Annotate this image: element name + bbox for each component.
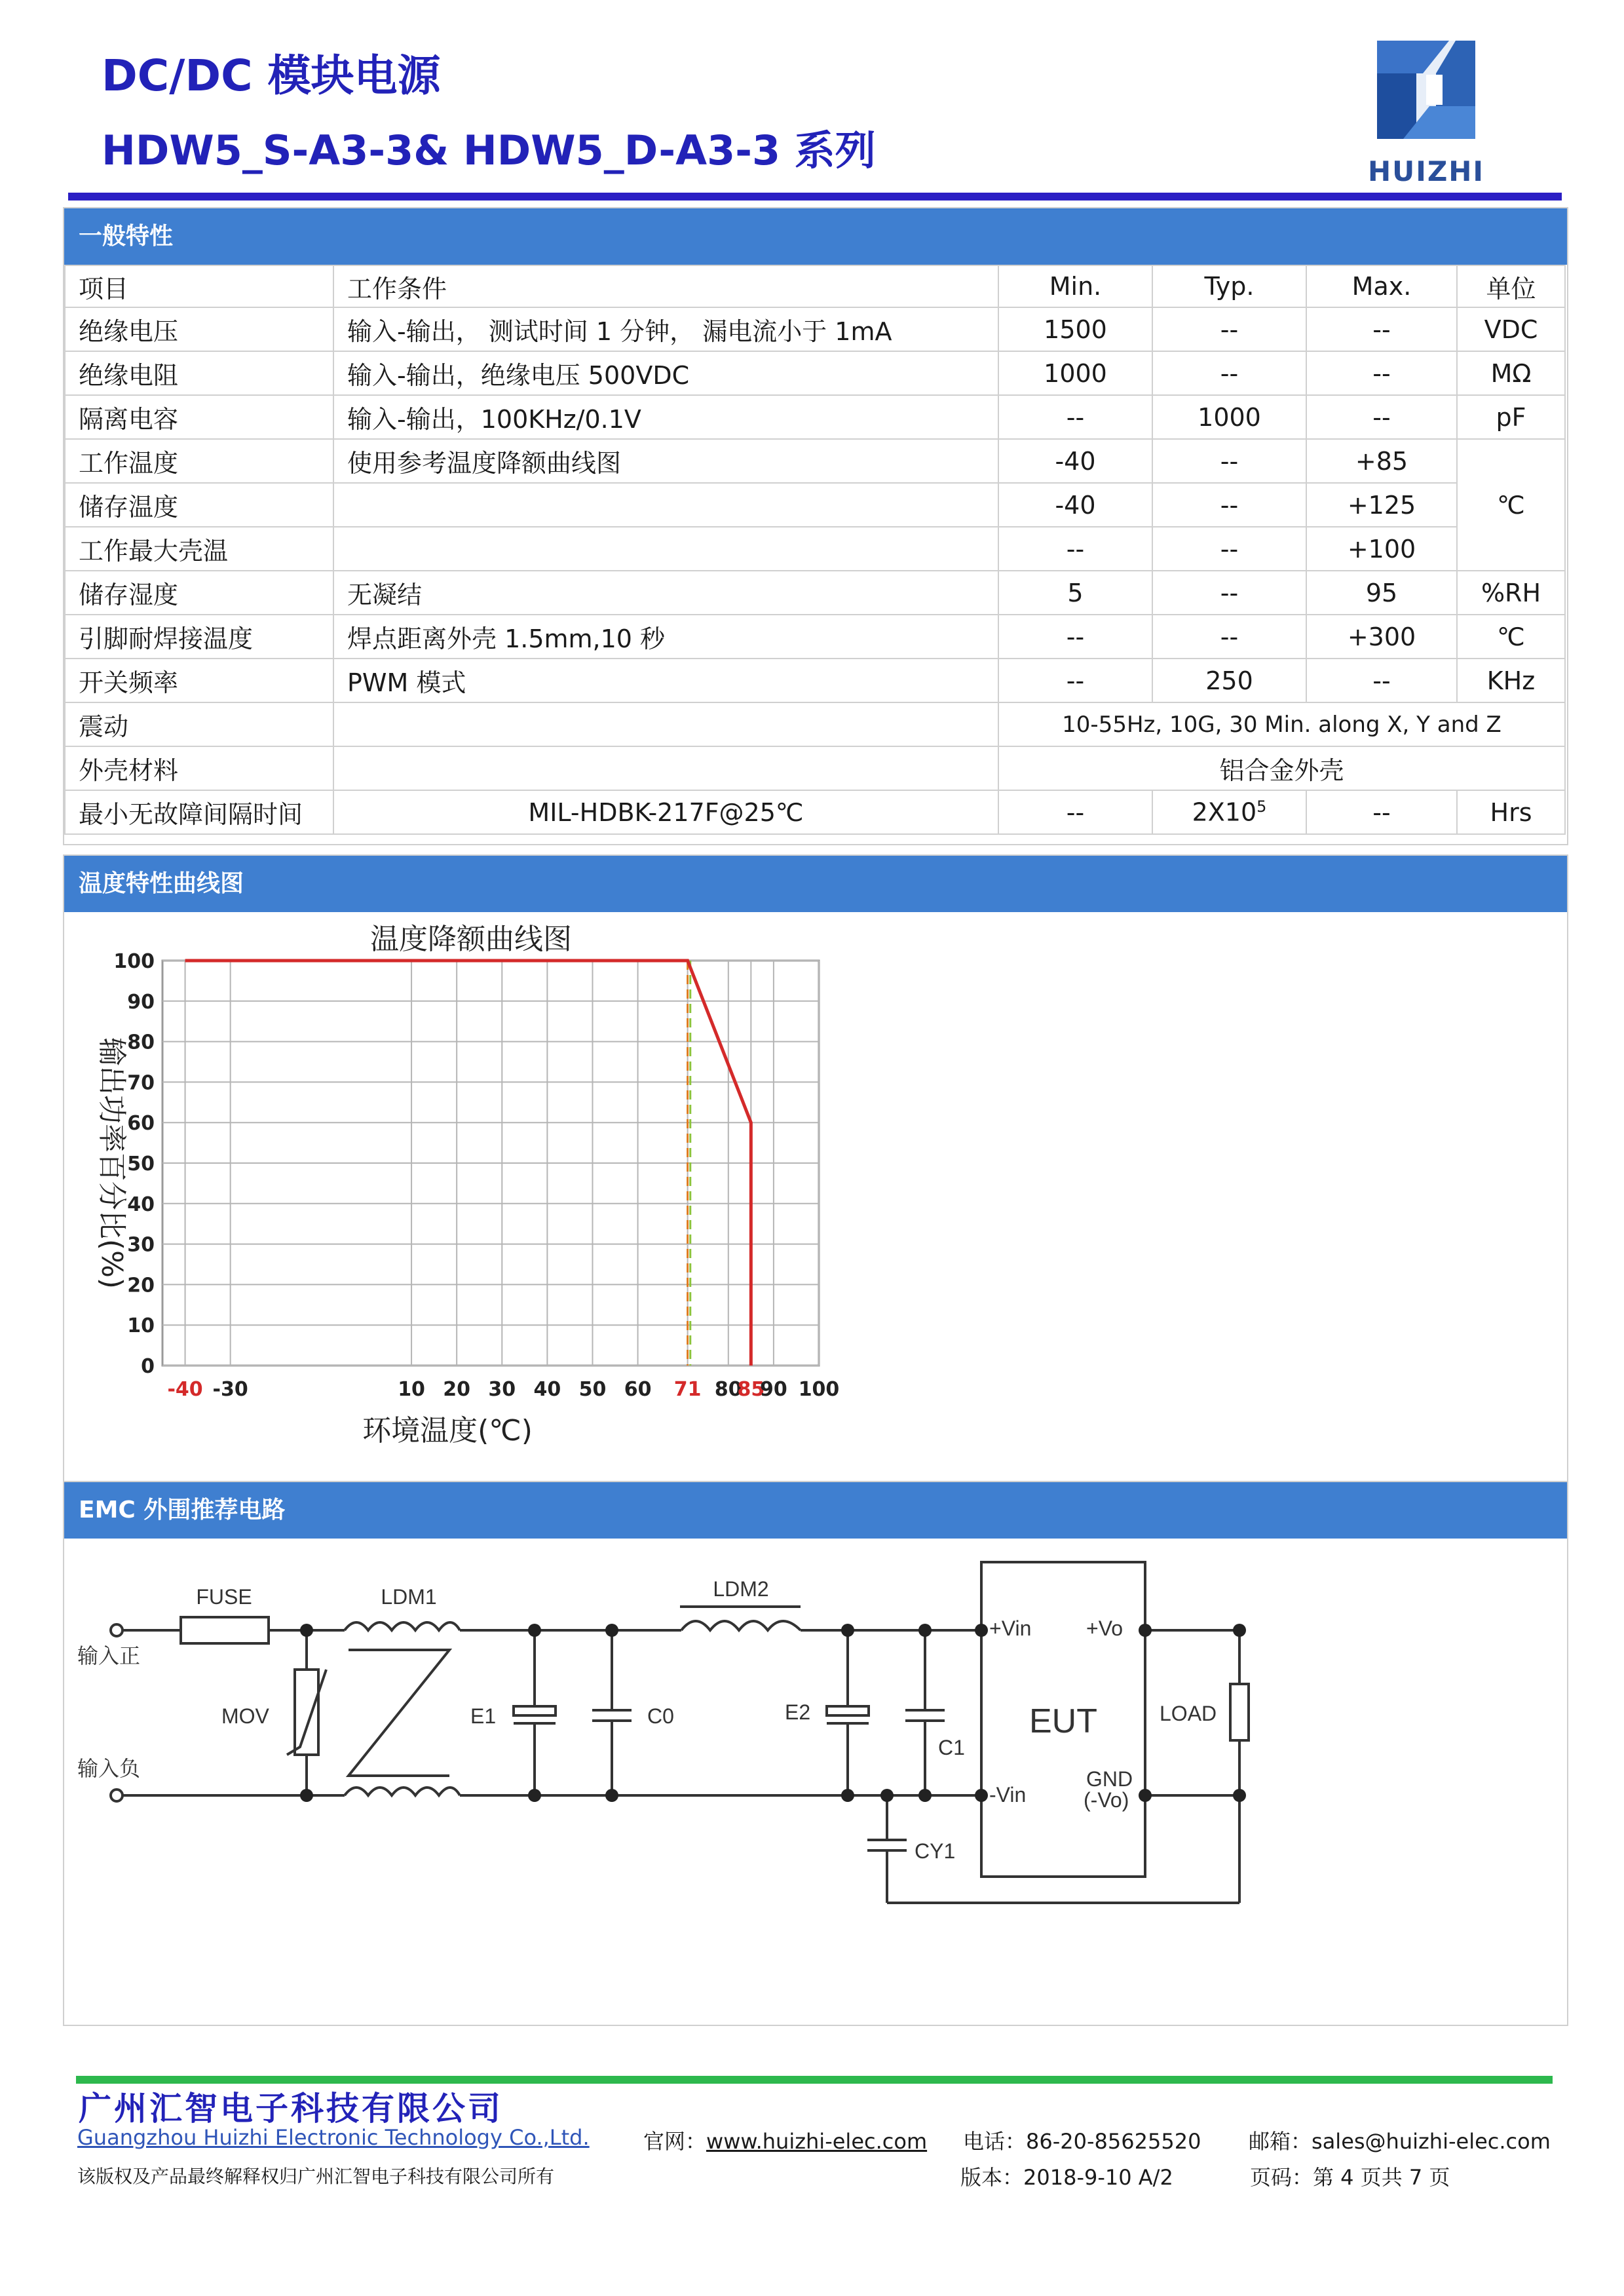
x-tick-label: 30 bbox=[488, 1378, 516, 1401]
table-row bbox=[65, 439, 1565, 483]
spec-condition: 输入-输出，绝缘电压 500VDC bbox=[333, 351, 998, 395]
ldm2-label: LDM2 bbox=[713, 1577, 769, 1601]
spec-condition: MIL-HDBK-217F@25℃ bbox=[333, 790, 998, 834]
x-tick-label: 10 bbox=[398, 1378, 425, 1401]
logo-text: HUIZHI bbox=[1367, 155, 1485, 187]
spec-item: 外壳材料 bbox=[65, 746, 333, 790]
column-header: 单位 bbox=[1457, 265, 1565, 307]
mtbf-base: 2X10 bbox=[1192, 797, 1257, 827]
spec-condition: 焊点距离外壳 1.5mm,10 秒 bbox=[333, 615, 998, 659]
gnd-vo-label: (-Vo) bbox=[1084, 1788, 1129, 1812]
x-tick-label: 40 bbox=[533, 1378, 561, 1401]
spec-value: 10-55Hz, 10G, 30 Min. along X, Y and Z bbox=[998, 702, 1565, 746]
x-tick-label: 90 bbox=[760, 1378, 787, 1401]
emc-schematic bbox=[64, 1539, 1564, 2017]
column-header: Min. bbox=[998, 265, 1152, 307]
load-label: LOAD bbox=[1160, 1702, 1217, 1725]
derating-chart-svg bbox=[64, 912, 981, 1456]
table-header-row bbox=[65, 265, 1565, 307]
input-positive-label: 输入正 bbox=[77, 1644, 141, 1668]
spec-typ: -- bbox=[1152, 307, 1306, 351]
table-row bbox=[65, 307, 1565, 351]
e2-label: E2 bbox=[785, 1700, 811, 1724]
spec-condition bbox=[333, 483, 998, 527]
spec-max: +300 bbox=[1306, 615, 1457, 659]
spec-min: 1000 bbox=[998, 351, 1152, 395]
table-row bbox=[65, 702, 1565, 746]
spec-item: 开关频率 bbox=[65, 659, 333, 702]
spec-typ bbox=[1152, 790, 1306, 834]
spec-min: -- bbox=[998, 659, 1152, 702]
temperature-curve-section bbox=[63, 854, 1568, 1482]
section-title-temperature: 温度特性曲线图 bbox=[64, 856, 1567, 912]
spec-min: 1500 bbox=[998, 307, 1152, 351]
table-row bbox=[65, 395, 1565, 439]
y-tick-label: 70 bbox=[127, 1071, 155, 1095]
spec-condition: PWM 模式 bbox=[333, 659, 998, 702]
spec-item: 绝缘电压 bbox=[65, 307, 333, 351]
x-tick-label: 60 bbox=[624, 1378, 652, 1401]
x-axis-label: 环境温度(℃) bbox=[362, 1414, 533, 1447]
spec-condition: 无凝结 bbox=[333, 571, 998, 615]
table-row bbox=[65, 615, 1565, 659]
spec-max: 95 bbox=[1306, 571, 1457, 615]
spec-condition bbox=[333, 527, 998, 571]
x-tick-label: 20 bbox=[443, 1378, 471, 1401]
spec-item: 工作最大壳温 bbox=[65, 527, 333, 571]
spec-min: -- bbox=[998, 790, 1152, 834]
x-tick-label: 50 bbox=[578, 1378, 607, 1401]
logo-mark-icon bbox=[1364, 34, 1488, 152]
spec-typ: -- bbox=[1152, 527, 1306, 571]
spec-typ: 1000 bbox=[1152, 395, 1306, 439]
input-negative-label: 输入负 bbox=[77, 1757, 141, 1780]
gnd-label: GND bbox=[1086, 1767, 1133, 1791]
spec-max: -- bbox=[1306, 307, 1457, 351]
y-axis-label: 输出功率百分比(%) bbox=[95, 1037, 128, 1290]
table-row bbox=[65, 483, 1565, 527]
spec-unit: pF bbox=[1457, 395, 1565, 439]
load-symbol bbox=[1230, 1684, 1249, 1740]
spec-max: -- bbox=[1306, 659, 1457, 702]
product-series-title: HDW5_S-A3-3& HDW5_D-A3-3 系列 bbox=[102, 126, 876, 174]
table-row bbox=[65, 659, 1565, 702]
spec-typ: 250 bbox=[1152, 659, 1306, 702]
eut-label: EUT bbox=[1029, 1702, 1097, 1740]
spec-typ: -- bbox=[1152, 439, 1306, 483]
emc-circuit-diagram bbox=[64, 1539, 1564, 2017]
spec-condition: 输入-输出， 测试时间 1 分钟， 漏电流小于 1mA bbox=[333, 307, 998, 351]
general-characteristics-section bbox=[63, 207, 1568, 845]
general-spec-table bbox=[64, 265, 1566, 835]
spec-unit: MΩ bbox=[1457, 351, 1565, 395]
c0-label: C0 bbox=[647, 1704, 674, 1728]
y-tick-label: 0 bbox=[141, 1355, 155, 1378]
spec-item: 储存温度 bbox=[65, 483, 333, 527]
spec-max: +125 bbox=[1306, 483, 1457, 527]
y-tick-label: 20 bbox=[127, 1274, 155, 1297]
spec-condition: 使用参考温度降额曲线图 bbox=[333, 439, 998, 483]
huizhi-logo bbox=[1364, 34, 1488, 191]
version-info: 版本：2018-9-10 A/2 bbox=[960, 2165, 1173, 2190]
spec-item: 引脚耐焊接温度 bbox=[65, 615, 333, 659]
spec-unit: %RH bbox=[1457, 571, 1565, 615]
spec-item: 绝缘电阻 bbox=[65, 351, 333, 395]
y-tick-label: 30 bbox=[127, 1233, 155, 1257]
fuse-symbol bbox=[181, 1617, 269, 1643]
spec-typ: -- bbox=[1152, 351, 1306, 395]
company-name-en[interactable]: Guangzhou Huizhi Electronic Technology Co.,Ltd. bbox=[77, 2125, 590, 2150]
x-tick-label: -40 bbox=[167, 1378, 203, 1401]
e1-label: E1 bbox=[470, 1704, 497, 1728]
y-tick-label: 50 bbox=[127, 1153, 155, 1176]
website-link[interactable]: www.huizhi-elec.com bbox=[706, 2129, 928, 2154]
page-number: 页码：第 4 页共 7 页 bbox=[1250, 2165, 1450, 2190]
spec-condition: 输入-输出，100KHz/0.1V bbox=[333, 395, 998, 439]
x-tick-label: 85 bbox=[737, 1378, 765, 1401]
page-title: DC/DC 模块电源 bbox=[102, 50, 441, 101]
spec-min: -- bbox=[998, 527, 1152, 571]
y-tick-label: 10 bbox=[127, 1314, 155, 1338]
emc-circuit-section bbox=[63, 1481, 1568, 2026]
spec-typ: -- bbox=[1152, 615, 1306, 659]
spec-min: -- bbox=[998, 615, 1152, 659]
website bbox=[643, 2125, 927, 2155]
spec-typ: -- bbox=[1152, 483, 1306, 527]
section-title-emc: EMC 外围推荐电路 bbox=[64, 1482, 1567, 1539]
phone bbox=[963, 2125, 1201, 2155]
x-tick-label: 100 bbox=[798, 1378, 840, 1401]
phone-label: 电话： bbox=[963, 2129, 1027, 2154]
phone-value: 86-20-85625520 bbox=[1026, 2129, 1201, 2154]
spec-min: -40 bbox=[998, 439, 1152, 483]
spec-unit: ℃ bbox=[1457, 615, 1565, 659]
spec-value: 铝合金外壳 bbox=[998, 746, 1565, 790]
spec-unit: Hrs bbox=[1457, 790, 1565, 834]
c1-label: C1 bbox=[938, 1736, 965, 1759]
spec-max: -- bbox=[1306, 790, 1457, 834]
vin-neg-label: -Vin bbox=[989, 1783, 1027, 1807]
spec-typ: -- bbox=[1152, 571, 1306, 615]
column-header: 项目 bbox=[65, 265, 333, 307]
spec-max: -- bbox=[1306, 351, 1457, 395]
spec-item: 储存湿度 bbox=[65, 571, 333, 615]
spec-max: +100 bbox=[1306, 527, 1457, 571]
column-header: 工作条件 bbox=[333, 265, 998, 307]
y-tick-label: 40 bbox=[127, 1193, 155, 1216]
vo-pos-label: +Vo bbox=[1086, 1617, 1124, 1640]
mov-label: MOV bbox=[221, 1704, 269, 1728]
spec-unit: VDC bbox=[1457, 307, 1565, 351]
vin-pos-label: +Vin bbox=[989, 1617, 1032, 1640]
spec-item: 最小无故障间隔时间 bbox=[65, 790, 333, 834]
email-label: 邮箱： bbox=[1249, 2129, 1312, 2154]
table-row bbox=[65, 527, 1565, 571]
spec-min: -40 bbox=[998, 483, 1152, 527]
website-label: 官网： bbox=[643, 2129, 707, 2154]
ldm1-label: LDM1 bbox=[381, 1585, 437, 1609]
column-header: Max. bbox=[1306, 265, 1457, 307]
mtbf-exponent: 5 bbox=[1256, 797, 1267, 816]
y-tick-label: 80 bbox=[127, 1031, 155, 1054]
table-row bbox=[65, 790, 1565, 834]
spec-max: -- bbox=[1306, 395, 1457, 439]
spec-unit: ℃ bbox=[1457, 439, 1565, 571]
spec-item: 工作温度 bbox=[65, 439, 333, 483]
company-name-cn: 广州汇智电子科技有限公司 bbox=[79, 2090, 503, 2128]
copyright-notice: 该版权及产品最终解释权归广州汇智电子科技有限公司所有 bbox=[77, 2166, 555, 2187]
y-tick-label: 60 bbox=[127, 1112, 155, 1136]
x-tick-label: 80 bbox=[714, 1378, 742, 1401]
derating-chart bbox=[64, 912, 981, 1456]
email-value[interactable]: sales@huizhi-elec.com bbox=[1312, 2129, 1551, 2154]
column-header: Typ. bbox=[1152, 265, 1306, 307]
email bbox=[1249, 2125, 1551, 2155]
spec-item: 震动 bbox=[65, 702, 333, 746]
header-divider bbox=[68, 193, 1562, 201]
table-row bbox=[65, 746, 1565, 790]
fuse-label: FUSE bbox=[196, 1585, 252, 1609]
y-tick-label: 100 bbox=[113, 950, 155, 973]
spec-item: 隔离电容 bbox=[65, 395, 333, 439]
x-tick-label: 71 bbox=[673, 1378, 702, 1401]
table-row bbox=[65, 571, 1565, 615]
spec-min: -- bbox=[998, 395, 1152, 439]
spec-max: +85 bbox=[1306, 439, 1457, 483]
x-tick-label: -30 bbox=[212, 1378, 248, 1401]
chart-title: 温度降额曲线图 bbox=[370, 923, 572, 956]
spec-unit: KHz bbox=[1457, 659, 1565, 702]
spec-min: 5 bbox=[998, 571, 1152, 615]
section-title-general: 一般特性 bbox=[64, 208, 1567, 265]
table-row bbox=[65, 351, 1565, 395]
cy1-label: CY1 bbox=[915, 1839, 956, 1863]
y-tick-label: 90 bbox=[127, 990, 155, 1014]
